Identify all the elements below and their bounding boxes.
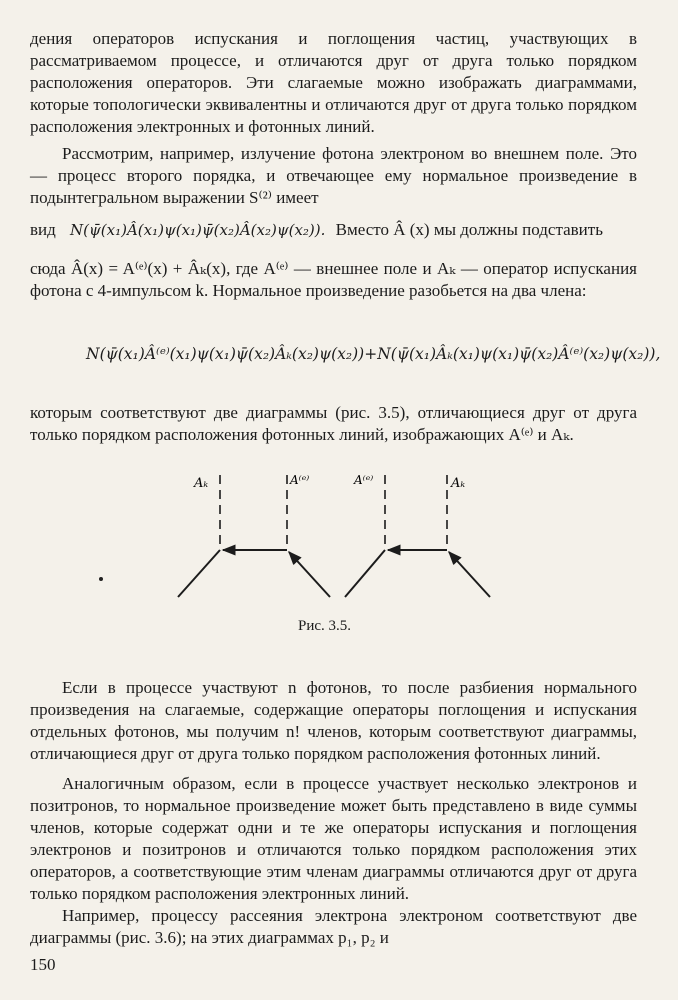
paragraph-7: Например, процессу рассеяния электрона электроном соответствуют две диаграммы (рис. 3.6); на этих диаграммах p₁, p₂ и [30, 906, 637, 947]
paragraph-4: которым соответствуют две диаграммы (рис. 3.5), отличающиеся друг от друга только порядком расположения фотонных линий, изображающих A⁽ᵉ⁾ и Aₖ. [30, 403, 637, 444]
inline-formula: N(ψ̄(x₁)Â(x₁)ψ(x₁)ψ̄(x₂)Â(x₂)ψ(x₂)). [70, 221, 326, 239]
label-left-photon: A⁽ᵉ⁾ [354, 473, 374, 487]
vid-suffix: Вместо Â (x) мы должны подставить [335, 220, 603, 239]
ink-speck [99, 577, 103, 581]
electron-in-line [345, 550, 385, 597]
display-equation: N(ψ̄(x₁)Â⁽ᵉ⁾(x₁)ψ(x₁)ψ̄(x₂)Âₖ(x₂)ψ(x₂))+N(ψ̄(x₁)Âₖ(x₁)ψ(x₁)ψ̄(x₂)Â⁽ᵉ⁾(x₂)ψ(x₂)), [86, 345, 661, 363]
electron-out-line [449, 552, 490, 597]
feynman-diagrams [160, 465, 520, 615]
label-left-photon: Aₖ [194, 476, 209, 491]
paragraph-2: Рассмотрим, например, излучение фотона электроном во внешнем поле. Это — процесс второго порядка, и отвечающее ему нормальное произведение в подынтегральном выражении S⁽²⁾ имеет [30, 144, 637, 207]
page-number: 150 [30, 955, 56, 974]
paragraph-3: сюда Â(x) = A⁽ᵉ⁾(x) + Âₖ(x), где A⁽ᵉ⁾ — внешнее поле и Aₖ — оператор испускания фотона с 4-импульсом k. Нормальное произведение разобьется на два члена: [30, 259, 637, 300]
vid-line [30, 219, 637, 241]
paragraph-6: Аналогичным образом, если в процессе участвует несколько электронов и позитронов, то нормальное произведение может быть представлено в виде суммы членов, которые содержат одни и те же операторы испускания и поглощения электронов и позитронов и отличаются только порядком расположения этих операторов, а соответствующие этим членам диаграммы отличаются друг от друга только порядком расположения электронных линий. [30, 774, 637, 903]
paragraph-1: дения операторов испускания и поглощения частиц, участвующих в рассматриваемом процессе, и отличаются друг от друга только порядком расположения операторов. Эти слагаемые можно изображать диаграммами, которые топологически эквивалентны и отличаются друг от друга только порядком расположения электронных и фотонных линий. [30, 29, 637, 136]
electron-out-line [289, 552, 330, 597]
label-right-photon: Aₖ [451, 476, 466, 491]
vid-prefix: вид [30, 220, 56, 239]
electron-in-line [178, 550, 220, 597]
label-right-photon: A⁽ᵉ⁾ [290, 473, 310, 487]
paragraph-5: Если в процессе участвуют n фотонов, то после разбиения нормального произведения на слагаемые, содержащие операторы поглощения и испускания отдельных фотонов, мы получим n! членов, которым соответствуют диаграммы, отличающиеся друг от друга только порядком расположения фотонных линий. [30, 678, 637, 763]
figure-caption: Рис. 3.5. [298, 618, 352, 634]
diagram-right [345, 473, 490, 597]
diagram-left [178, 473, 330, 597]
